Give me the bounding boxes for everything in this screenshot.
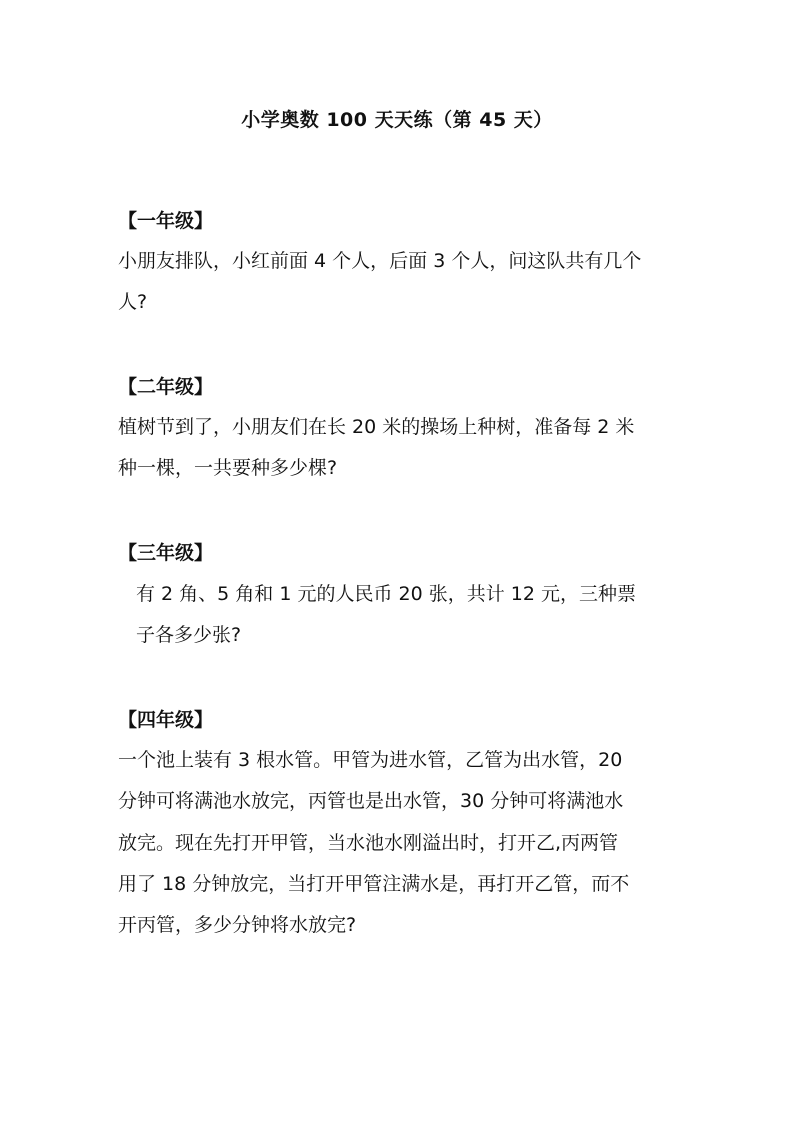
grade-4-problem-line: 用了 18 分钟放完，当打开甲管注满水是，再打开乙管，而不 <box>118 873 630 895</box>
grade-1-heading: 【一年级】 <box>118 210 214 232</box>
grade-2-heading: 【二年级】 <box>118 376 214 398</box>
grade-4-heading: 【四年级】 <box>118 709 214 731</box>
grade-2-problem-line: 植树节到了，小朋友们在长 20 米的操场上种树，准备每 2 米 <box>118 416 635 438</box>
grade-4-problem-line: 放完。现在先打开甲管，当水池水刚溢出时，打开乙,丙两管 <box>118 832 619 854</box>
grade-1-problem-line: 人? <box>118 291 148 313</box>
grade-3-problem-line: 子各多少张? <box>136 624 242 646</box>
grade-3-heading: 【三年级】 <box>118 542 214 564</box>
document-title: 小学奥数 100 天天练（第 45 天） <box>241 109 553 131</box>
grade-4-problem-line: 一个池上装有 3 根水管。甲管为进水管，乙管为出水管，20 <box>118 749 623 771</box>
grade-4-problem-line: 开丙管，多少分钟将水放完? <box>118 914 357 936</box>
grade-3-problem-line: 有 2 角、5 角和 1 元的人民币 20 张，共计 12 元，三种票 <box>136 583 636 605</box>
grade-2-problem-line: 种一棵，一共要种多少棵? <box>118 457 338 479</box>
grade-1-problem-line: 小朋友排队，小红前面 4 个人，后面 3 个人，问这队共有几个 <box>118 250 642 272</box>
grade-4-problem-line: 分钟可将满池水放完，丙管也是出水管，30 分钟可将满池水 <box>118 790 624 812</box>
